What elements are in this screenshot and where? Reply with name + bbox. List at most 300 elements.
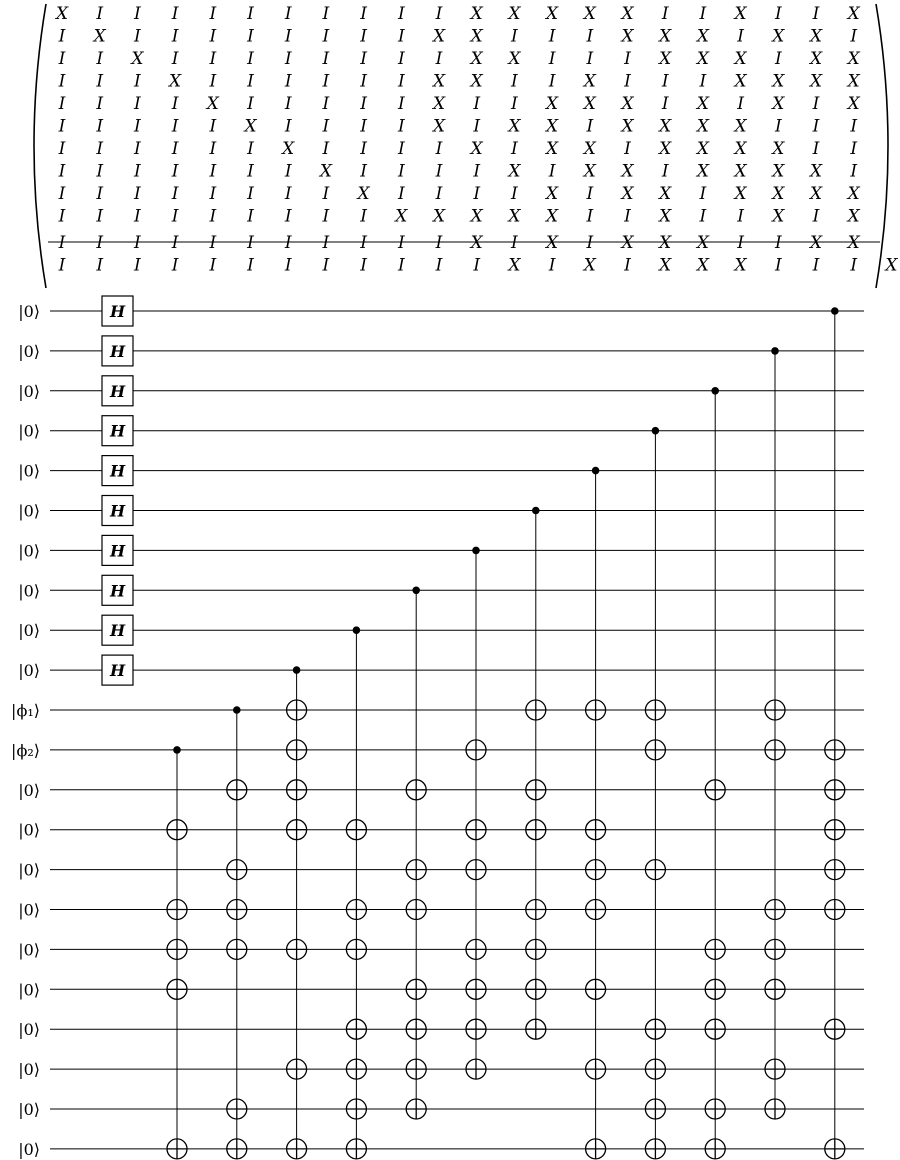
target-xor <box>167 1139 187 1159</box>
matrix-cell: I <box>737 26 744 47</box>
matrix-cell: I <box>171 139 179 159</box>
control-dot <box>412 587 420 595</box>
matrix-cell: I <box>360 94 367 114</box>
matrix-cell: I <box>247 4 254 24</box>
target-xor <box>765 1059 785 1079</box>
matrix-cell: I <box>247 26 254 47</box>
matrix-cell: I <box>247 49 254 69</box>
target-xor <box>825 820 845 840</box>
hadamard-label: H <box>109 621 126 641</box>
target-xor <box>167 979 187 999</box>
matrix-cell: I <box>774 255 782 276</box>
matrix-cell: I <box>774 49 782 69</box>
matrix-cell: I <box>511 26 518 47</box>
matrix-cell: I <box>548 255 556 276</box>
matrix-cell: X <box>847 4 860 24</box>
qubit-label: |0⟩ <box>18 381 40 401</box>
cnot-gate <box>406 587 426 1120</box>
matrix-cell: I <box>699 184 707 204</box>
matrix-cell: I <box>134 94 141 114</box>
target-xor <box>526 1019 546 1039</box>
matrix-cell: X <box>621 4 634 24</box>
matrix-cell: X <box>357 184 370 204</box>
matrix-cell: I <box>774 4 782 24</box>
matrix-cell: I <box>58 71 66 92</box>
matrix-cell: X <box>546 116 559 137</box>
target-xor <box>287 939 307 959</box>
target-xor <box>825 900 845 920</box>
matrix-cell: I <box>58 255 66 276</box>
matrix-cell: I <box>397 4 405 24</box>
matrix-cell: I <box>473 94 481 114</box>
matrix-cell: X <box>546 206 559 227</box>
matrix-cell: X <box>432 26 446 47</box>
matrix-cell: X <box>621 94 634 114</box>
cnot-gate <box>705 387 725 1159</box>
matrix-cell: X <box>734 71 747 92</box>
hadamard-label: H <box>109 302 126 321</box>
qubit-label: |0⟩ <box>18 1100 40 1119</box>
qubit-label: |0⟩ <box>18 860 40 880</box>
matrix-cell: X <box>847 94 860 114</box>
matrix-cell: I <box>473 161 481 182</box>
cnot-gate <box>466 547 486 1079</box>
matrix-cell: I <box>134 139 141 159</box>
target-xor <box>167 820 187 840</box>
target-xor <box>227 780 247 800</box>
matrix-cell: I <box>812 116 820 137</box>
matrix-cell: I <box>322 116 330 137</box>
matrix-cell: I <box>360 255 367 276</box>
matrix-cell: I <box>435 255 443 276</box>
target-xor <box>406 1099 426 1119</box>
cnot-gate <box>586 467 606 1159</box>
matrix-cell: X <box>809 71 823 92</box>
matrix-cell: I <box>812 206 820 227</box>
matrix-cell: I <box>360 206 367 227</box>
matrix-cell: I <box>134 184 141 204</box>
matrix-cell: I <box>511 139 518 159</box>
matrix-cell: X <box>847 206 860 227</box>
matrix-cell: X <box>508 255 521 276</box>
matrix-cell: X <box>696 94 709 114</box>
matrix-cell: I <box>511 184 518 204</box>
hadamard-label: H <box>109 381 126 401</box>
matrix-cell: X <box>432 94 446 114</box>
qubit-label: |0⟩ <box>18 501 40 521</box>
matrix-cell: I <box>548 26 556 47</box>
matrix-cell: I <box>284 71 292 92</box>
control-dot <box>293 666 301 674</box>
matrix-cell: I <box>58 139 66 159</box>
matrix-cell: I <box>96 233 104 253</box>
hadamard-gate <box>102 575 133 605</box>
matrix-cell: X <box>847 233 860 253</box>
matrix-cell: I <box>96 49 104 69</box>
matrix-cell: I <box>360 116 367 137</box>
matrix-cell: I <box>548 161 556 182</box>
target-xor <box>765 700 785 720</box>
target-xor <box>346 939 366 959</box>
matrix-cell: I <box>209 161 217 182</box>
target-xor <box>526 700 546 720</box>
target-xor <box>825 780 845 800</box>
control-dot <box>592 467 600 475</box>
matrix-cell: I <box>774 233 782 253</box>
control-dot <box>771 347 779 355</box>
target-xor <box>227 1099 247 1119</box>
matrix-cell: I <box>586 184 594 204</box>
matrix-cell: X <box>659 206 672 227</box>
matrix-cell: X <box>696 255 709 276</box>
matrix-cell: I <box>134 255 141 276</box>
qubit-label: |ϕ₁⟩ <box>11 701 40 720</box>
matrix-cell: I <box>435 139 443 159</box>
target-xor <box>705 979 725 999</box>
target-xor <box>227 860 247 880</box>
matrix-cell: X <box>734 49 747 69</box>
target-xor <box>406 780 426 800</box>
matrix-cell: I <box>134 116 141 137</box>
target-xor <box>586 979 606 999</box>
matrix-cell: I <box>586 26 594 47</box>
matrix-cell: I <box>284 94 292 114</box>
matrix-cell: I <box>96 94 104 114</box>
matrix-cell: I <box>247 206 254 227</box>
matrix-cell: I <box>397 116 405 137</box>
matrix-cell: I <box>247 255 254 276</box>
target-xor <box>287 780 307 800</box>
target-xor <box>287 1139 307 1159</box>
matrix-cell: I <box>322 233 330 253</box>
matrix-cell: X <box>809 161 823 182</box>
matrix-cell: X <box>772 71 785 92</box>
matrix-cell: X <box>583 71 596 92</box>
matrix-cell: I <box>360 26 367 47</box>
matrix-cell: X <box>131 49 144 69</box>
target-xor <box>406 900 426 920</box>
matrix-cell: I <box>397 139 405 159</box>
matrix-cell: X <box>659 116 672 137</box>
hadamard-gate <box>102 496 133 526</box>
matrix-cell: I <box>209 4 217 24</box>
matrix-cell: I <box>624 49 631 69</box>
matrix-cell: I <box>134 71 141 92</box>
matrix-cell: I <box>397 233 405 253</box>
matrix-cell: I <box>209 139 217 159</box>
matrix-cell: X <box>696 139 709 159</box>
matrix-cell: I <box>511 94 518 114</box>
matrix-cell: I <box>473 116 481 137</box>
matrix-cell: X <box>659 255 672 276</box>
hadamard-label: H <box>109 421 126 441</box>
matrix-cell: X <box>470 71 483 92</box>
matrix-cell: I <box>284 161 292 182</box>
matrix-cell: I <box>209 116 217 137</box>
matrix-cell: X <box>809 49 823 69</box>
target-xor <box>586 900 606 920</box>
target-xor <box>645 1139 665 1159</box>
hadamard-gate <box>102 416 133 446</box>
matrix-cell: I <box>171 26 179 47</box>
target-xor <box>645 1059 665 1079</box>
matrix-cell: X <box>470 49 483 69</box>
qubit-label: |0⟩ <box>18 940 40 960</box>
circuit-wires <box>50 311 864 1149</box>
matrix-cell: I <box>473 184 481 204</box>
matrix-cell: I <box>58 26 66 47</box>
matrix-cell: I <box>435 233 443 253</box>
matrix-cell: I <box>397 49 405 69</box>
target-xor <box>466 1059 486 1079</box>
target-xor <box>526 900 546 920</box>
target-xor <box>287 740 307 760</box>
matrix-cell: I <box>322 139 330 159</box>
cnot-gate <box>765 347 785 1119</box>
matrix-cell: I <box>624 139 631 159</box>
matrix-cell: X <box>772 26 785 47</box>
matrix-cell: I <box>699 71 707 92</box>
matrix-cell: I <box>134 26 141 47</box>
qubit-label: |0⟩ <box>18 341 40 361</box>
matrix-cell: I <box>209 206 217 227</box>
matrix-cell: I <box>96 4 104 24</box>
target-xor <box>466 979 486 999</box>
matrix-cell: X <box>847 71 860 92</box>
cnot-gate <box>825 307 845 1159</box>
matrix-cell: X <box>508 161 521 182</box>
qubit-label: |0⟩ <box>18 661 40 681</box>
matrix-cell: I <box>435 4 443 24</box>
matrix-cell: X <box>659 49 672 69</box>
matrix-cell: I <box>473 255 481 276</box>
qubit-label: |0⟩ <box>18 980 40 1000</box>
matrix-cell: I <box>812 255 820 276</box>
qubit-labels <box>11 302 40 1159</box>
control-dot <box>353 626 361 634</box>
matrix-cell: I <box>171 49 179 69</box>
qubit-label: |0⟩ <box>18 581 40 601</box>
target-xor <box>765 740 785 760</box>
target-xor <box>645 1099 665 1119</box>
matrix-cell: X <box>432 71 446 92</box>
cnot-gate <box>287 666 307 1159</box>
matrix-cell: X <box>847 49 860 69</box>
target-xor <box>526 820 546 840</box>
target-xor <box>705 939 725 959</box>
matrix-cell: X <box>470 233 483 253</box>
matrix-cell: I <box>360 233 367 253</box>
matrix-cell: I <box>247 71 254 92</box>
matrix-cell: X <box>734 116 747 137</box>
control-dot <box>472 547 480 555</box>
target-xor <box>586 1139 606 1159</box>
matrix-cell: X <box>546 233 559 253</box>
target-xor <box>586 700 606 720</box>
matrix-cell: I <box>96 161 104 182</box>
matrix-cell: I <box>171 233 179 253</box>
control-dot <box>831 307 839 315</box>
cnot-gate <box>346 626 366 1159</box>
matrix-cell: I <box>58 206 66 227</box>
matrix-cell: X <box>809 26 823 47</box>
matrix-cell: X <box>772 139 785 159</box>
matrix-cell: I <box>435 184 443 204</box>
matrix-cell: X <box>621 116 634 137</box>
matrix-cell: X <box>583 4 596 24</box>
matrix-cell: I <box>850 26 858 47</box>
matrix-cell: I <box>284 4 292 24</box>
target-xor <box>765 939 785 959</box>
matrix-cell: I <box>661 94 669 114</box>
matrix-cell: X <box>432 206 446 227</box>
target-xor <box>287 820 307 840</box>
hadamard-gates <box>102 296 133 685</box>
matrix-cell: X <box>696 161 709 182</box>
matrix-cell: I <box>171 116 179 137</box>
hadamard-label: H <box>109 341 126 361</box>
matrix-cell: I <box>96 255 104 276</box>
target-xor <box>765 1099 785 1119</box>
matrix-cell: X <box>847 184 860 204</box>
target-xor <box>346 820 366 840</box>
matrix-cell: I <box>812 139 820 159</box>
target-xor <box>526 979 546 999</box>
qubit-label: |0⟩ <box>18 1139 40 1159</box>
matrix-cell: X <box>508 116 521 137</box>
matrix-cell: X <box>621 233 634 253</box>
cnot-gate <box>167 746 187 1159</box>
target-xor <box>227 900 247 920</box>
matrix-cell: I <box>96 139 104 159</box>
matrix-cell: X <box>546 184 559 204</box>
matrix-cell: I <box>284 26 292 47</box>
matrix-cell: X <box>734 161 747 182</box>
matrix-cell: I <box>247 94 254 114</box>
matrix-cell: I <box>171 161 179 182</box>
target-xor <box>825 1019 845 1039</box>
matrix-cell: I <box>699 206 707 227</box>
target-xor <box>526 939 546 959</box>
hadamard-label: H <box>109 541 126 561</box>
qubit-label: |0⟩ <box>18 302 40 321</box>
matrix-cell: X <box>395 206 408 227</box>
target-xor <box>227 939 247 959</box>
target-xor <box>705 1099 725 1119</box>
matrix-cell: I <box>360 139 367 159</box>
matrix-cell: I <box>96 184 104 204</box>
matrix-cell: I <box>134 206 141 227</box>
matrix-cell: X <box>621 161 634 182</box>
matrix-cell: I <box>397 161 405 182</box>
matrix-cell: I <box>322 94 330 114</box>
matrix-cell: I <box>511 71 518 92</box>
cnot-gate <box>645 427 665 1159</box>
target-xor <box>346 1019 366 1039</box>
matrix-cell: X <box>55 4 69 24</box>
matrix-cell: X <box>583 161 596 182</box>
hadamard-gate <box>102 336 133 366</box>
target-xor <box>466 820 486 840</box>
matrix-cell: I <box>586 49 594 69</box>
matrix-cell: X <box>734 255 747 276</box>
matrix-cell: I <box>284 116 292 137</box>
matrix-cell: I <box>624 71 631 92</box>
matrix-cell: I <box>586 206 594 227</box>
matrix-cell: X <box>885 255 898 276</box>
qubit-label: |0⟩ <box>18 421 40 441</box>
target-xor <box>167 939 187 959</box>
target-xor <box>167 900 187 920</box>
matrix-cell: X <box>244 116 257 137</box>
matrix-cell: I <box>397 71 405 92</box>
matrix-cell: X <box>809 233 823 253</box>
matrix-cell: X <box>206 94 219 114</box>
matrix-cell: I <box>171 94 179 114</box>
matrix-cell: X <box>583 94 596 114</box>
matrix-cell: I <box>284 184 292 204</box>
matrix-cell: I <box>322 26 330 47</box>
matrix-cell: I <box>360 4 367 24</box>
matrix-cell: X <box>470 206 483 227</box>
target-xor <box>287 700 307 720</box>
matrix-cell: I <box>435 49 443 69</box>
matrix-cell: I <box>360 71 367 92</box>
matrix-cell: I <box>397 255 405 276</box>
matrix-cell: I <box>661 161 669 182</box>
target-xor <box>406 979 426 999</box>
matrix-cell: I <box>284 255 292 276</box>
qubit-label: |ϕ₂⟩ <box>11 740 40 760</box>
qubit-label: |0⟩ <box>18 780 40 800</box>
hadamard-gate <box>102 655 133 685</box>
matrix-cell: I <box>397 26 405 47</box>
matrix-cell: I <box>247 233 254 253</box>
qubit-label: |0⟩ <box>18 621 40 641</box>
matrix-cell: I <box>360 49 367 69</box>
hadamard-label: H <box>109 581 126 601</box>
matrix-cell: X <box>583 139 596 159</box>
target-xor <box>406 1019 426 1039</box>
matrix-cell: X <box>809 184 823 204</box>
matrix-cell: I <box>624 255 631 276</box>
target-xor <box>645 700 665 720</box>
cnot-gates <box>167 307 845 1159</box>
matrix-cell: X <box>508 49 521 69</box>
matrix-cell: I <box>134 233 141 253</box>
matrix-cell: X <box>621 26 634 47</box>
matrix-cell: X <box>659 139 672 159</box>
matrix-cell: I <box>247 184 254 204</box>
matrix-cell: I <box>812 4 820 24</box>
matrix-cell: I <box>435 161 443 182</box>
matrix-cell: X <box>319 161 332 182</box>
hadamard-gate <box>102 535 133 565</box>
hadamard-gate <box>102 296 133 326</box>
matrix-cell: I <box>134 161 141 182</box>
matrix-cell: I <box>171 4 179 24</box>
matrix-cell: I <box>322 255 330 276</box>
matrix-cell: X <box>508 4 521 24</box>
matrix-cell: I <box>548 49 556 69</box>
hadamard-label: H <box>109 501 126 521</box>
target-xor <box>406 1059 426 1079</box>
target-xor <box>346 1099 366 1119</box>
matrix-cell: I <box>284 206 292 227</box>
target-xor <box>645 860 665 880</box>
matrix-cell: X <box>546 139 559 159</box>
target-xor <box>287 1059 307 1079</box>
